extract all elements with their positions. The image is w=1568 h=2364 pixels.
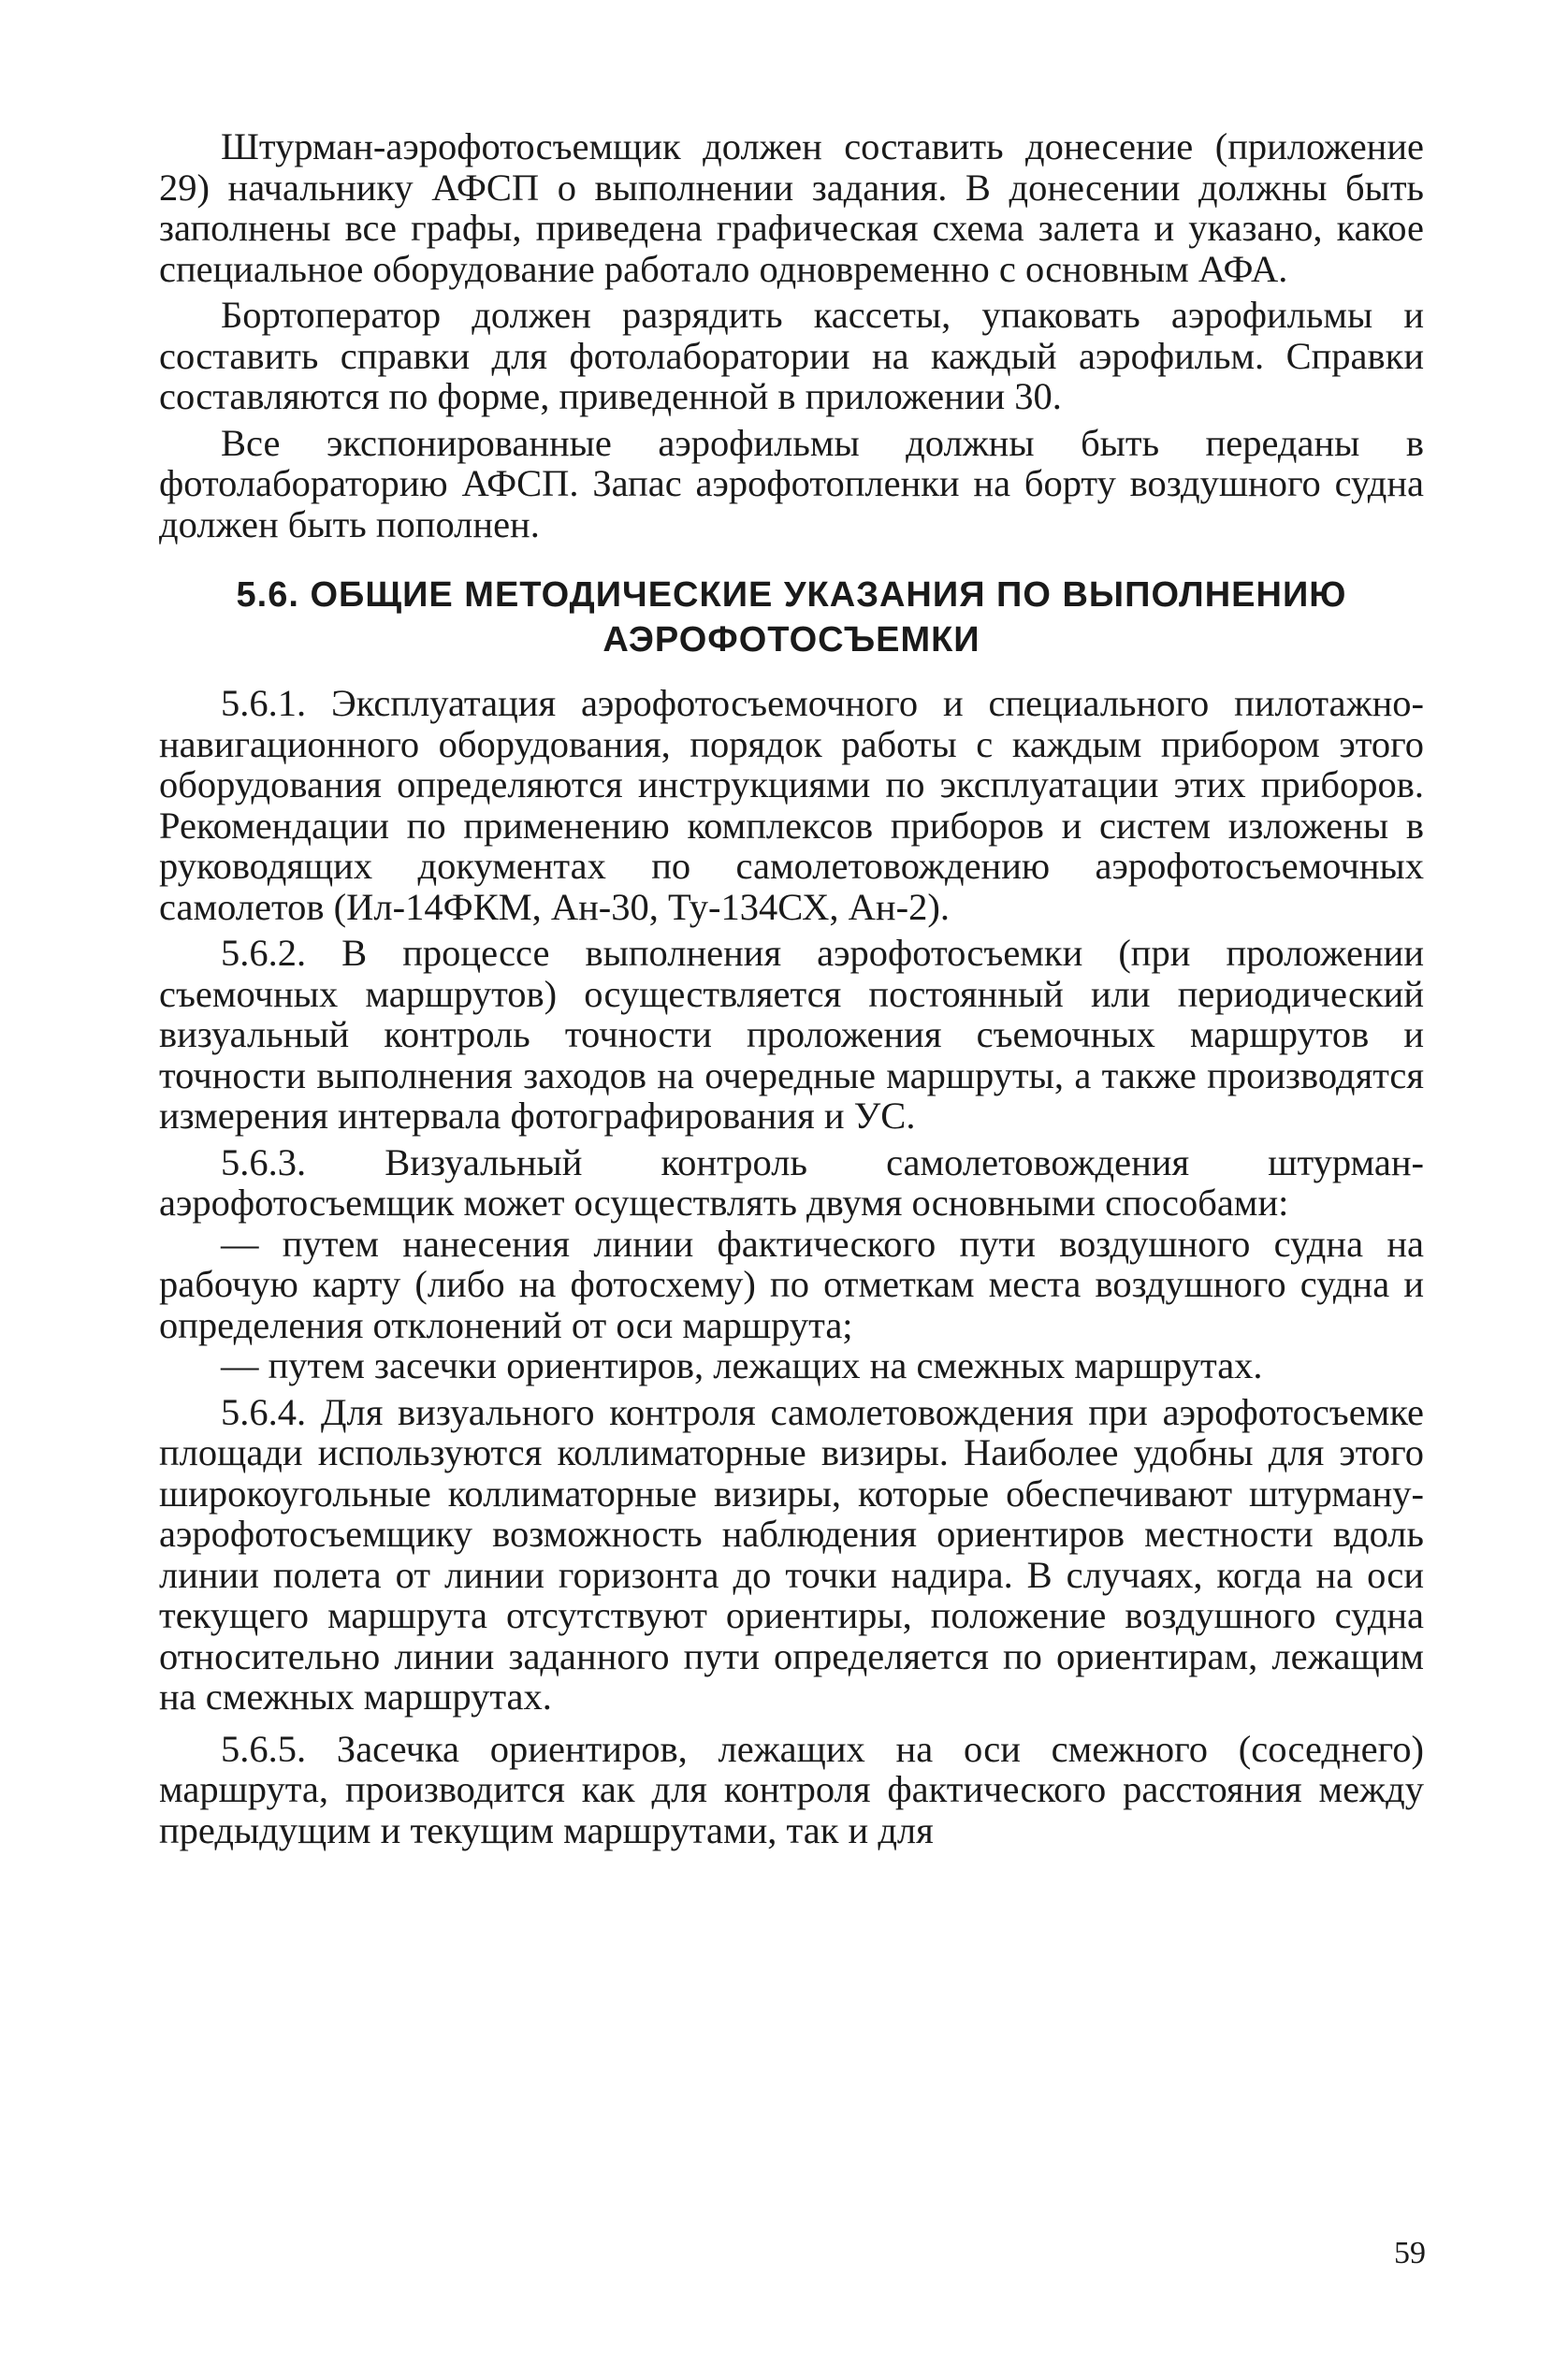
paragraph-board-operator: Бортоператор должен разрядить кассеты, упаковать аэрофильмы и составить справки для фотолаборатории на каждый аэрофильм. Справки составляются по форме, приведенной в приложении 30. [159,294,1424,417]
paragraph-exposed-films: Все экспонированные аэрофильмы должны быть переданы в фотолабораторию АФСП. Запас аэрофотопленки на борту воздушного судна должен быть пополнен. [159,421,1424,545]
paragraph-5-6-1: 5.6.1. Эксплуатация аэрофотосъемочного и специального пилотажно-навигационного оборудования, порядок работы с каждым прибором этого оборудования определяются инструкциями по эксплуатации этих приборов. Рекомендации по применению комплексов приборов и систем изложены в руководящих документах по самолетовождению аэрофотосъемочных самолетов (Ил-14ФКМ, Ан-30, Ту-134СХ, Ан-2). [159,682,1424,928]
section-title: ОБЩИЕ МЕТОДИЧЕСКИЕ УКАЗАНИЯ ПО ВЫПОЛНЕНИЮ АЭРОФОТОСЪЕМКИ [310,575,1347,660]
section-heading [159,573,1424,662]
page-number: 59 [1394,2236,1426,2270]
list-item-dash-2: — путем засечки ориентиров, лежащих на смежных маршрутах. [221,1344,1263,1386]
paragraph-5-6-4: 5.6.4. Для визуального контроля самолетовождения при аэрофотосъемке площади используются коллиматорные визиры. Наиболее удобны для этого широкоугольные коллиматорные визиры, которые обеспечивают штурману-аэрофотосъемщику возможность наблюдения ориентиров местности вдоль линии полета от линии горизонта до точки надира. В случаях, когда на оси текущего маршрута отсутствуют ориентиры, положение воздушного судна относительно линии заданного пути определяется по ориентирам, лежащим на смежных маршрутах. [159,1390,1424,1718]
paragraph-5-6-3: 5.6.3. Визуальный контроль самолетовождения штурман-аэрофотосъемщик может осуществлять двумя основными способами: [159,1140,1424,1224]
paragraph-5-6-2: 5.6.2. В процессе выполнения аэрофотосъемки (при проложении съемочных маршрутов) осуществляется постоянный или периодический визуальный контроль точности проложения съемочных маршрутов и точности выполнения заходов на очередные маршруты, а также производятся измерения интервала фотографирования и УС. [159,932,1424,1137]
section-number: 5.6. [236,575,299,615]
paragraph-report: Штурман-аэрофотосъемщик должен составить донесение (приложение 29) начальнику АФСП о выполнении задания. В донесении должны быть заполнены все графы, приведена графическая схема залета и указано, какое специальное оборудование работало одновременно с основным АФА. [159,125,1424,290]
paragraph-5-6-5: 5.6.5. Засечка ориентиров, лежащих на оси смежного (соседнего) маршрута, производится как для контроля фактического расстояния между предыдущим и текущим маршрутами, так и для [159,1727,1424,1851]
list-item-dash-1: — путем нанесения линии фактического пути воздушного судна на рабочую карту (либо на фотосхему) по отметкам места воздушного судна и определения отклонений от оси маршрута; [159,1222,1424,1346]
page-body [159,126,1424,1850]
